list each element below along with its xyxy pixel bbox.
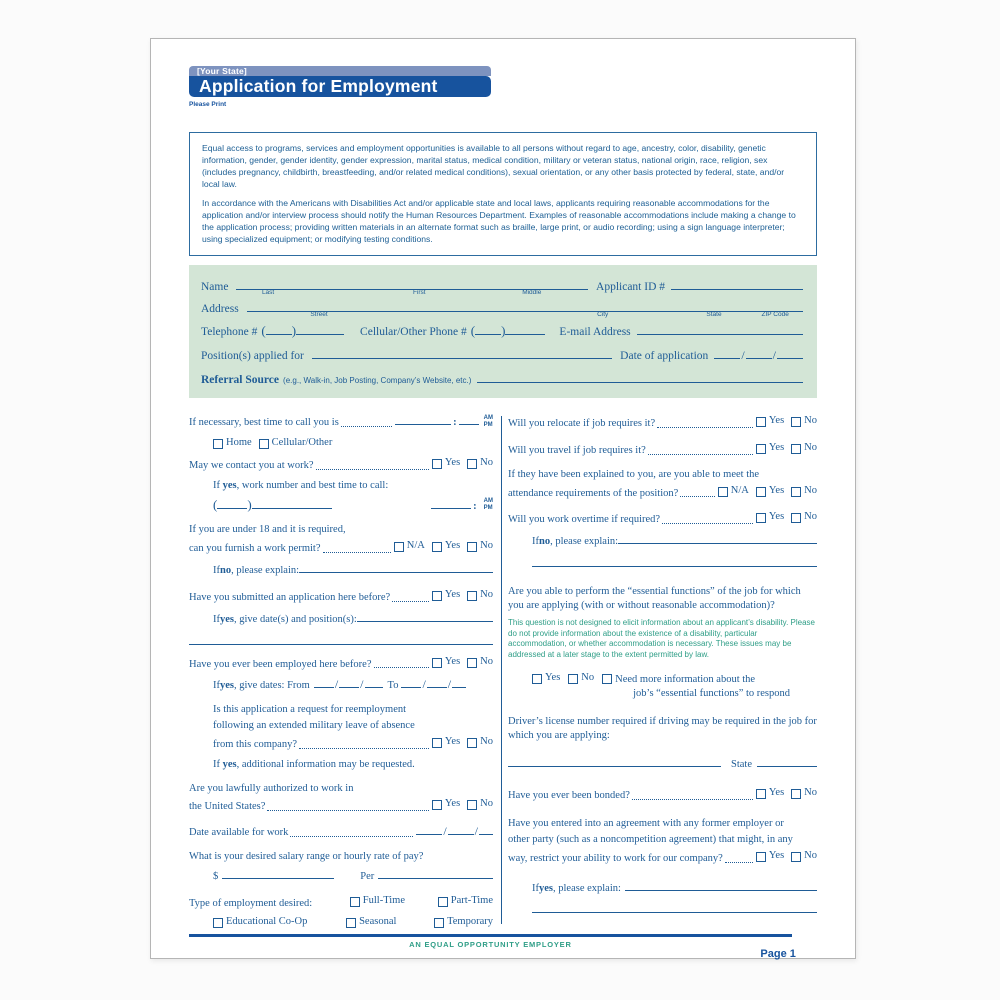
drivers-license-field[interactable] (508, 756, 721, 767)
to-month-field[interactable] (401, 677, 421, 688)
work-number-fields (213, 496, 493, 514)
if-text: If (532, 536, 539, 548)
page-title: Application for Employment (199, 76, 438, 96)
yes-label: Yes (444, 540, 461, 552)
address-street-sublabel: Street (310, 311, 328, 319)
home-checkbox[interactable] (213, 439, 223, 449)
no-label: No (480, 735, 493, 747)
q-lawful-line2 (189, 797, 493, 814)
slash: / (334, 677, 339, 692)
available-year-field[interactable] (479, 824, 493, 835)
yes-checkbox[interactable] (756, 789, 766, 799)
dotted-leader (323, 552, 391, 553)
q-employment-dates (213, 677, 493, 693)
if-text: If (213, 565, 220, 577)
q-salary: What is your desired salary range or hourly rate of pay? (189, 851, 424, 863)
to-year-field[interactable] (452, 677, 466, 688)
no-label: No (804, 484, 817, 496)
dates-positions-field-line2[interactable] (189, 635, 493, 645)
explain-text: , please explain: (231, 565, 300, 577)
referral-source-field[interactable] (477, 371, 803, 383)
no-label: No (804, 442, 817, 454)
temporary-label: Temporary (447, 915, 493, 927)
pm-label: PM (483, 422, 493, 429)
address-row (201, 300, 803, 319)
q-under18-line2 (189, 539, 493, 556)
work-time-hour-field[interactable] (431, 498, 471, 509)
slash: / (447, 677, 452, 692)
am-pm-label (484, 415, 493, 429)
position-row (201, 347, 803, 363)
q-additional-info (213, 758, 493, 772)
from-day-field[interactable] (339, 677, 359, 688)
name-row (201, 278, 803, 297)
state-label: State (731, 759, 752, 771)
travel-text: Will you travel if job requires it? (508, 444, 646, 456)
q-best-time (189, 414, 493, 430)
no-label: No (804, 415, 817, 427)
right-paren: ) (501, 323, 506, 339)
yes-no-group (756, 441, 817, 455)
telephone-area-field[interactable] (266, 323, 292, 335)
yes-bold: yes (222, 479, 237, 491)
application-date-day-field[interactable] (746, 348, 772, 359)
best-time-hour-field[interactable] (395, 414, 451, 425)
yes-bold: yes (539, 882, 553, 894)
state-tag-bar (189, 66, 491, 76)
am-label: AM (483, 415, 493, 422)
yes-label: Yes (768, 849, 785, 861)
yes-checkbox[interactable] (432, 658, 442, 668)
applicant-id-label: Applicant ID # (596, 281, 665, 294)
address-zip-sublabel: ZIP Code (761, 311, 789, 319)
no-checkbox[interactable] (467, 658, 477, 668)
footer-row (189, 940, 796, 961)
address-field[interactable] (247, 300, 803, 319)
best-time-text: If necessary, best time to call you is (189, 417, 339, 429)
no-checkbox[interactable] (791, 417, 801, 427)
date-of-application-label: Date of application (620, 350, 709, 363)
yes-no-group (432, 456, 493, 470)
yes-label: Yes (545, 672, 561, 683)
relocate-text: Will you relocate if job requires it? (508, 418, 656, 430)
no-checkbox[interactable] (791, 513, 801, 523)
page-number: Page 1 (760, 948, 796, 961)
attendance-text: attendance requirements of the position? (508, 487, 679, 499)
state-tag-label: [Your State] (197, 66, 247, 76)
footer-rule (189, 934, 792, 937)
colon: : (473, 500, 477, 512)
need-more-info-checkbox[interactable] (602, 674, 612, 684)
yes-checkbox[interactable] (756, 444, 766, 454)
lawful-text: the United States? (189, 801, 266, 813)
to-day-field[interactable] (427, 677, 447, 688)
questions-area (189, 414, 817, 928)
dotted-leader (657, 427, 753, 428)
am-label: AM (483, 497, 493, 504)
yes-checkbox[interactable] (432, 459, 442, 469)
temporary-checkbox[interactable] (434, 918, 444, 928)
yes-label: Yes (444, 735, 461, 747)
na-yes-no-group (394, 539, 493, 553)
na-yes-no-group (718, 484, 817, 498)
yes-checkbox[interactable] (432, 800, 442, 810)
from-month-field[interactable] (314, 677, 334, 688)
no-checkbox[interactable] (467, 738, 477, 748)
q-drivers-license: Driver’s license number required if driving may be required in the job for which you are applying: (508, 715, 817, 741)
na-checkbox[interactable] (718, 487, 728, 497)
ada-paragraph: In accordance with the Americans with Disabilities Act and/or applicable state and local laws, applicants requiring reasonable accommodations for the application and/or interview process should notify the Human Resources Department. Examples of reasonable accommodations include making a change to the application process; providing written materials in an alternate format such as braille, large print, or audio recording; using a sign language interpreter; using specialized equipment; or modifying testing conditions. (202, 198, 796, 245)
cellular-area-field[interactable] (475, 323, 501, 335)
name-label: Name (201, 281, 229, 294)
need-more-info-line2: job’s “essential functions” to respond (633, 687, 791, 699)
work-number-text: , work number and best time to call: (236, 479, 389, 491)
yes-checkbox[interactable] (532, 674, 542, 684)
give-dates-text: , give dates: From (234, 680, 310, 692)
q-lawful-line1: Are you lawfully authorized to work in (189, 782, 354, 794)
name-middle-sublabel: Middle (522, 289, 542, 297)
no-bold: no (220, 565, 232, 577)
pm-label: PM (483, 504, 493, 511)
salary-amount-field[interactable] (222, 868, 334, 879)
drivers-license-fields (508, 756, 817, 772)
employment-type-row2 (213, 915, 493, 929)
application-date-month-field[interactable] (714, 348, 740, 359)
agreement-explain-field-line2[interactable] (532, 903, 817, 913)
dotted-leader (632, 799, 753, 800)
yes-bold: yes (220, 613, 234, 625)
q-attendance-line2 (508, 484, 817, 501)
no-label: No (480, 588, 493, 600)
email-label: E-mail Address (559, 326, 631, 339)
q-contact-at-work (189, 456, 493, 473)
no-label: No (480, 655, 493, 667)
overtime-explain-field-line2[interactable] (532, 557, 817, 567)
overtime-explain-field[interactable] (618, 533, 817, 544)
telephone-label: Telephone # (201, 326, 258, 339)
educational-coop-label: Educational Co-Op (226, 915, 308, 927)
q-employment-type (189, 894, 493, 911)
to-text: To (387, 680, 399, 692)
q-under18-line1: If you are under 18 and it is required, (189, 524, 346, 536)
form-content (151, 39, 855, 961)
no-label: No (480, 540, 493, 552)
salary-fields (213, 868, 493, 884)
part-time-checkbox[interactable] (438, 897, 448, 907)
slash: / (360, 677, 364, 692)
available-day-field[interactable] (448, 824, 474, 835)
yes-label: Yes (768, 415, 785, 427)
bonded-text: Have you ever been bonded? (508, 790, 630, 802)
if-text: If (532, 882, 539, 894)
no-checkbox[interactable] (467, 591, 477, 601)
right-paren: ) (291, 323, 297, 339)
q-travel (508, 441, 817, 458)
yes-no-group (432, 735, 493, 749)
no-checkbox[interactable] (791, 789, 801, 799)
left-paren: ( (213, 496, 218, 512)
essential-functions-note: This question is not designed to elicit information about an applicant’s disability. Please do not provide information about the existence of a disability, particular accommodation, or whether accommodation is necessary. These issues may be addressed at a later stage to the extent permitted by law. (508, 617, 815, 660)
slash: / (741, 348, 745, 363)
yes-label: Yes (768, 787, 785, 799)
slash: / (772, 348, 776, 363)
q-overtime (508, 510, 817, 527)
cellular-field[interactable] (505, 323, 545, 335)
yes-checkbox[interactable] (432, 738, 442, 748)
need-more-info-option (602, 673, 790, 701)
submitted-before-text: Have you submitted an application here before? (189, 591, 391, 603)
dollar-sign: $ (213, 870, 219, 882)
from-year-field[interactable] (365, 677, 383, 688)
email-field[interactable] (637, 323, 803, 335)
q-overtime-explain (532, 533, 817, 549)
dotted-leader (316, 469, 429, 470)
q-reemployment-line3 (213, 735, 493, 752)
phone-row (201, 323, 803, 339)
dates-positions-text: , give date(s) and position(s): (234, 613, 357, 625)
dotted-leader (290, 836, 413, 837)
dotted-leader (299, 748, 429, 749)
slash: / (443, 824, 447, 839)
yes-no-group (756, 414, 817, 428)
slash: / (422, 677, 426, 692)
home-option (213, 436, 332, 450)
yes-no-group (432, 655, 493, 669)
cellular-label: Cellular/Other Phone # (360, 326, 467, 339)
referral-row (201, 371, 803, 386)
agreement-text: way, restrict your ability to work for our company? (508, 852, 723, 864)
na-label: N/A (730, 484, 749, 496)
contact-at-work-text: May we contact you at work? (189, 459, 314, 471)
title-bar (189, 76, 491, 97)
application-form-sheet (150, 38, 856, 959)
yes-no-group (756, 849, 817, 863)
no-checkbox[interactable] (467, 459, 477, 469)
dotted-leader (680, 496, 715, 497)
yes-checkbox[interactable] (756, 417, 766, 427)
essential-functions-options (532, 671, 817, 701)
dotted-leader (648, 454, 753, 455)
employed-before-text: Have you ever been employed here before? (189, 658, 372, 670)
available-month-field[interactable] (416, 824, 442, 835)
no-checkbox[interactable] (791, 444, 801, 454)
eeo-disclaimer-box (189, 132, 817, 256)
cellular-other-checkbox[interactable] (259, 439, 269, 449)
no-label: No (804, 511, 817, 523)
q-dates-positions (213, 611, 493, 627)
column-divider (501, 416, 502, 924)
yes-label: Yes (768, 511, 785, 523)
yes-no-group (432, 588, 493, 602)
seasonal-checkbox[interactable] (346, 918, 356, 928)
footer (189, 928, 817, 961)
slash: / (474, 824, 478, 839)
if-text: If (213, 680, 220, 692)
full-time-option (350, 894, 438, 908)
no-checkbox[interactable] (467, 542, 477, 552)
no-label: No (804, 849, 817, 861)
reemployment-text: from this company? (213, 738, 297, 750)
educational-coop-checkbox[interactable] (213, 918, 223, 928)
please-print-note: Please Print (189, 101, 227, 108)
educational-coop-option (213, 915, 307, 929)
yes-label: Yes (444, 456, 461, 468)
dotted-leader (392, 601, 429, 602)
yes-label: Yes (444, 588, 461, 600)
if-text: If (213, 613, 220, 625)
additional-info-text: , additional information may be requested. (236, 758, 415, 770)
seasonal-label: Seasonal (359, 915, 397, 927)
right-paren: ) (247, 496, 252, 512)
colon: : (453, 417, 457, 429)
equal-opportunity-text: AN EQUAL OPPORTUNITY EMPLOYER (409, 940, 572, 950)
yes-no-group (756, 510, 817, 524)
address-label: Address (201, 303, 239, 316)
dates-positions-field[interactable] (357, 611, 493, 622)
no-label: No (480, 798, 493, 810)
temporary-option (434, 915, 493, 929)
no-bold: no (539, 536, 551, 548)
q-bonded (508, 786, 817, 803)
full-time-checkbox[interactable] (350, 897, 360, 907)
date-available-text: Date available for work (189, 827, 289, 839)
q-reemployment-line1: Is this application a request for reemployment (213, 704, 407, 716)
if-text: If (213, 758, 223, 770)
no-checkbox[interactable] (467, 800, 477, 810)
position-field[interactable] (312, 347, 612, 359)
overtime-text: Will you work overtime if required? (508, 514, 661, 526)
no-checkbox[interactable] (791, 487, 801, 497)
no-checkbox[interactable] (568, 674, 578, 684)
referral-source-label: Referral Source (201, 374, 280, 387)
q-agreement-line2: other party (such as a noncompetition agreement) that might, in any (508, 833, 793, 845)
position-label: Position(s) applied for (201, 350, 304, 363)
full-time-label: Full-Time (362, 894, 406, 906)
work-number-field[interactable] (252, 498, 332, 509)
q-agreement-explain (532, 880, 817, 896)
best-time-minute-field[interactable] (459, 414, 479, 425)
agreement-explain-field[interactable] (625, 880, 817, 891)
yes-checkbox[interactable] (432, 542, 442, 552)
q-essential-functions: Are you able to perform the “essential functions” of the job for which you are applying (with or without reasonable accommodation)? (508, 586, 801, 611)
no-checkbox[interactable] (791, 852, 801, 862)
if-text: If (213, 479, 223, 491)
work-area-code-field[interactable] (217, 498, 247, 509)
per-label: Per (360, 870, 375, 882)
q-date-available (189, 824, 493, 840)
no-label: No (804, 787, 817, 799)
yes-checkbox[interactable] (756, 852, 766, 862)
cellular-other-label: Cellular/Other (271, 437, 333, 449)
part-time-option (438, 894, 493, 908)
right-column (508, 414, 817, 928)
telephone-field[interactable] (296, 323, 344, 335)
name-field[interactable] (236, 278, 588, 297)
dotted-leader (725, 862, 753, 863)
yes-bold: yes (220, 680, 234, 692)
applicant-id-field[interactable] (671, 278, 803, 290)
employment-type-text: Type of employment desired: (189, 897, 313, 909)
q-phone-type (213, 436, 493, 450)
yes-option (532, 671, 560, 685)
yes-checkbox[interactable] (432, 591, 442, 601)
yes-checkbox[interactable] (756, 487, 766, 497)
name-first-sublabel: First (412, 289, 426, 297)
identity-panel (189, 265, 817, 398)
salary-per-field[interactable] (378, 868, 493, 879)
q-relocate (508, 414, 817, 431)
left-paren: ( (470, 323, 476, 339)
permit-explain-field[interactable] (299, 562, 493, 573)
application-date-year-field[interactable] (777, 348, 803, 359)
no-label: No (581, 672, 595, 683)
dotted-leader (662, 523, 753, 524)
explain-text: , please explain: (550, 536, 619, 548)
left-column (189, 414, 493, 928)
left-paren: ( (261, 323, 266, 339)
need-more-info-label (615, 673, 790, 701)
address-city-sublabel: City (597, 311, 609, 319)
referral-hint: (e.g., Walk-in, Job Posting, Company’s Website, etc.) (283, 376, 472, 386)
part-time-label: Part-Time (450, 894, 493, 906)
q-permit-explain (213, 562, 493, 578)
name-last-sublabel: Last (261, 289, 275, 297)
dotted-leader (341, 426, 392, 427)
no-label: No (480, 456, 493, 468)
am-pm-label (484, 498, 493, 512)
license-state-field[interactable] (757, 756, 817, 767)
q-work-number (213, 479, 493, 493)
yes-no-group (756, 786, 817, 800)
q-agreement-line3 (508, 849, 817, 866)
address-state-sublabel: State (706, 311, 722, 319)
na-label: N/A (406, 540, 425, 552)
equal-access-paragraph: Equal access to programs, services and employment opportunities is available to all persons without regard to age, ancestry, color, disability, genetic information, gender, gender identity, gender expression, marital status, medical condition, military or veteran status, national origin, race, religion, sex (includes pregnancy, childbirth, breastfeeding, and/or related medical conditions), sexual orientation, or any other basis protected by federal, state, and/or local law. (202, 143, 785, 190)
dotted-leader (374, 667, 429, 668)
explain-text: , please explain: (553, 882, 621, 894)
yes-label: Yes (768, 484, 785, 496)
yes-checkbox[interactable] (756, 513, 766, 523)
q-reemployment-line2: following an extended military leave of absence (213, 720, 415, 732)
yes-no-group (432, 797, 493, 811)
dotted-leader (267, 810, 428, 811)
need-more-info-line1: Need more information about the (615, 673, 756, 685)
q-agreement-line1: Have you entered into an agreement with any former employer or (508, 818, 784, 829)
yes-label: Yes (444, 655, 461, 667)
yes-bold: yes (222, 758, 237, 770)
yes-label: Yes (768, 442, 785, 454)
q-employed-before (189, 655, 493, 672)
yes-label: Yes (444, 798, 461, 810)
seasonal-option (346, 915, 434, 929)
no-option (568, 671, 594, 685)
q-attendance-line1: If they have been explained to you, are you able to meet the (508, 468, 760, 480)
na-checkbox[interactable] (394, 542, 404, 552)
work-permit-text: can you furnish a work permit? (189, 543, 321, 555)
home-label: Home (226, 437, 252, 449)
q-submitted-before (189, 588, 493, 605)
